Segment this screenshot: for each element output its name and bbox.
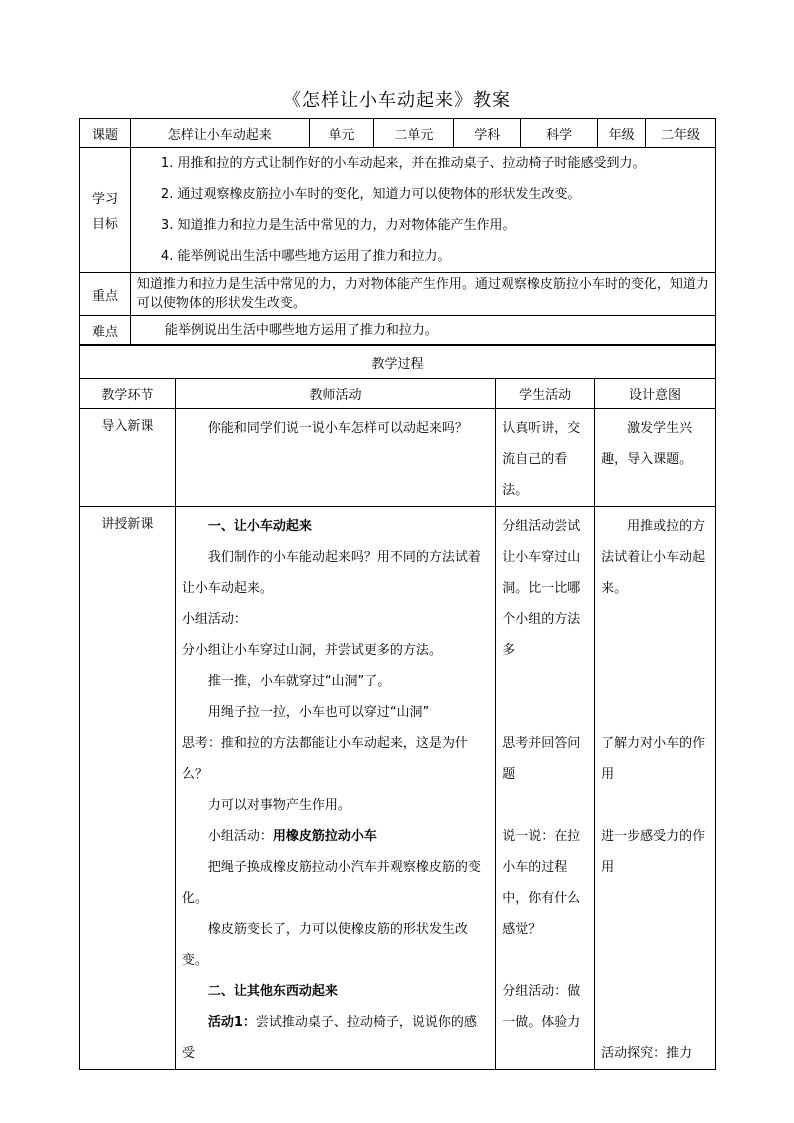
intro-stage: 导入新课 (80, 409, 176, 507)
header-student: 学生活动 (496, 379, 595, 409)
intent-line: 进一步感受力的作用 (601, 829, 706, 875)
activity-title: 用橡皮筋拉动小车 (272, 829, 377, 844)
goals-list (130, 148, 715, 273)
header-teacher: 教师活动 (175, 379, 495, 409)
section-heading: 二、让其他东西动起来 (207, 984, 338, 999)
grade-label: 年级 (598, 119, 646, 148)
new-teacher-activity (175, 507, 495, 1070)
teaching-process-table (79, 345, 716, 1070)
teacher-line (182, 821, 489, 852)
teacher-line: 力可以对事物产生作用。 (207, 798, 351, 813)
grade-value: 二年级 (646, 119, 716, 148)
lesson-info-table (79, 118, 716, 345)
unit-value: 二单元 (374, 119, 454, 148)
intent-line: 了解力对小车的作用 (601, 736, 706, 782)
teacher-line: 把绳子换成橡皮筋拉动小汽车并观察橡皮筋的变化。 (181, 860, 481, 906)
teacher-line: 我们制作的小车能动起来吗？用不同的方法试着让小车动起来。 (181, 550, 481, 596)
teacher-line: 橡皮筋变长了，力可以使橡皮筋的形状发生改变。 (181, 922, 468, 968)
teacher-text: 尝试推动桌子、拉动椅子，说说你的感受 (181, 1015, 477, 1061)
intent-line: 用推或拉的方法试着让小车动起来。 (601, 519, 706, 596)
process-title: 教学过程 (80, 346, 716, 379)
teacher-label: 小组活动： (207, 829, 273, 844)
difficulty-label: 难点 (80, 316, 131, 345)
document-title: 《怎样让小车动起来》教案 (283, 90, 511, 111)
new-stage: 讲授新课 (80, 507, 176, 1070)
section-heading: 一、让小车动起来 (207, 519, 312, 534)
student-line: 思考并回答问题 (502, 736, 581, 782)
intent-line: 活动探究：推力 (601, 1046, 693, 1061)
teacher-line: 小组活动： (181, 612, 247, 627)
teacher-line: 推一推，小车就穿过“山洞”了。 (207, 674, 391, 689)
new-design-intent (595, 507, 716, 1070)
subject-label: 学科 (454, 119, 521, 148)
activity-title: 活动1： (207, 1015, 256, 1030)
intro-teacher: 你能和同学们说一说小车怎样可以动起来吗？ (207, 421, 468, 436)
teacher-line: 分小组让小车穿过山洞，并尝试更多的方法。 (181, 643, 442, 658)
unit-label: 单元 (309, 119, 374, 148)
difficulty-text: 能举例说出生活中哪些地方运用了推力和拉力。 (130, 316, 715, 345)
topic-value: 怎样让小车动起来 (130, 119, 309, 148)
intro-intent: 激发学生兴趣，导入课题。 (601, 421, 693, 467)
goals-label-line1: 学习 (91, 192, 118, 207)
goal-item: 1. 用推和拉的方式让制作好的小车动起来，并在推动桌子、拉动椅子时能感受到力。 (160, 156, 646, 171)
topic-label: 课题 (80, 119, 131, 148)
goal-item: 4. 能举例说出生活中哪些地方运用了推力和拉力。 (160, 249, 451, 264)
teacher-line: 思考：推和拉的方法都能让小车动起来，这是为什么？ (181, 736, 468, 782)
student-line: 分组活动尝试让小车穿过山洞。比一比哪个小组的方法多 (502, 519, 581, 658)
key-point-label: 重点 (80, 273, 131, 316)
goals-label (80, 148, 131, 273)
teacher-line: 用绳子拉一拉，小车也可以穿过“山洞” (207, 705, 430, 720)
header-intent: 设计意图 (595, 379, 716, 409)
goal-item: 2. 通过观察橡皮筋拉小车时的变化，知道力可以使物体的形状发生改变。 (160, 187, 581, 202)
goal-item: 3. 知道推力和拉力是生活中常见的力，力对物体能产生作用。 (160, 218, 516, 233)
goals-label-line2: 目标 (91, 217, 118, 232)
subject-value: 科学 (521, 119, 598, 148)
key-point-text: 知道推力和拉力是生活中常见的力，力对物体能产生作用。通过观察橡皮筋拉小车时的变化，知道力可以使物体的形状发生改变。 (130, 273, 715, 316)
header-stage: 教学环节 (80, 379, 176, 409)
student-line: 说一说：在拉小车的过程中，你有什么感觉？ (502, 829, 581, 937)
intro-student: 认真听讲，交流自己的看法。 (502, 421, 581, 498)
student-line: 分组活动：做一做。体验力 (502, 984, 581, 1030)
teacher-line (182, 1007, 489, 1069)
new-student-activity (496, 507, 595, 1070)
